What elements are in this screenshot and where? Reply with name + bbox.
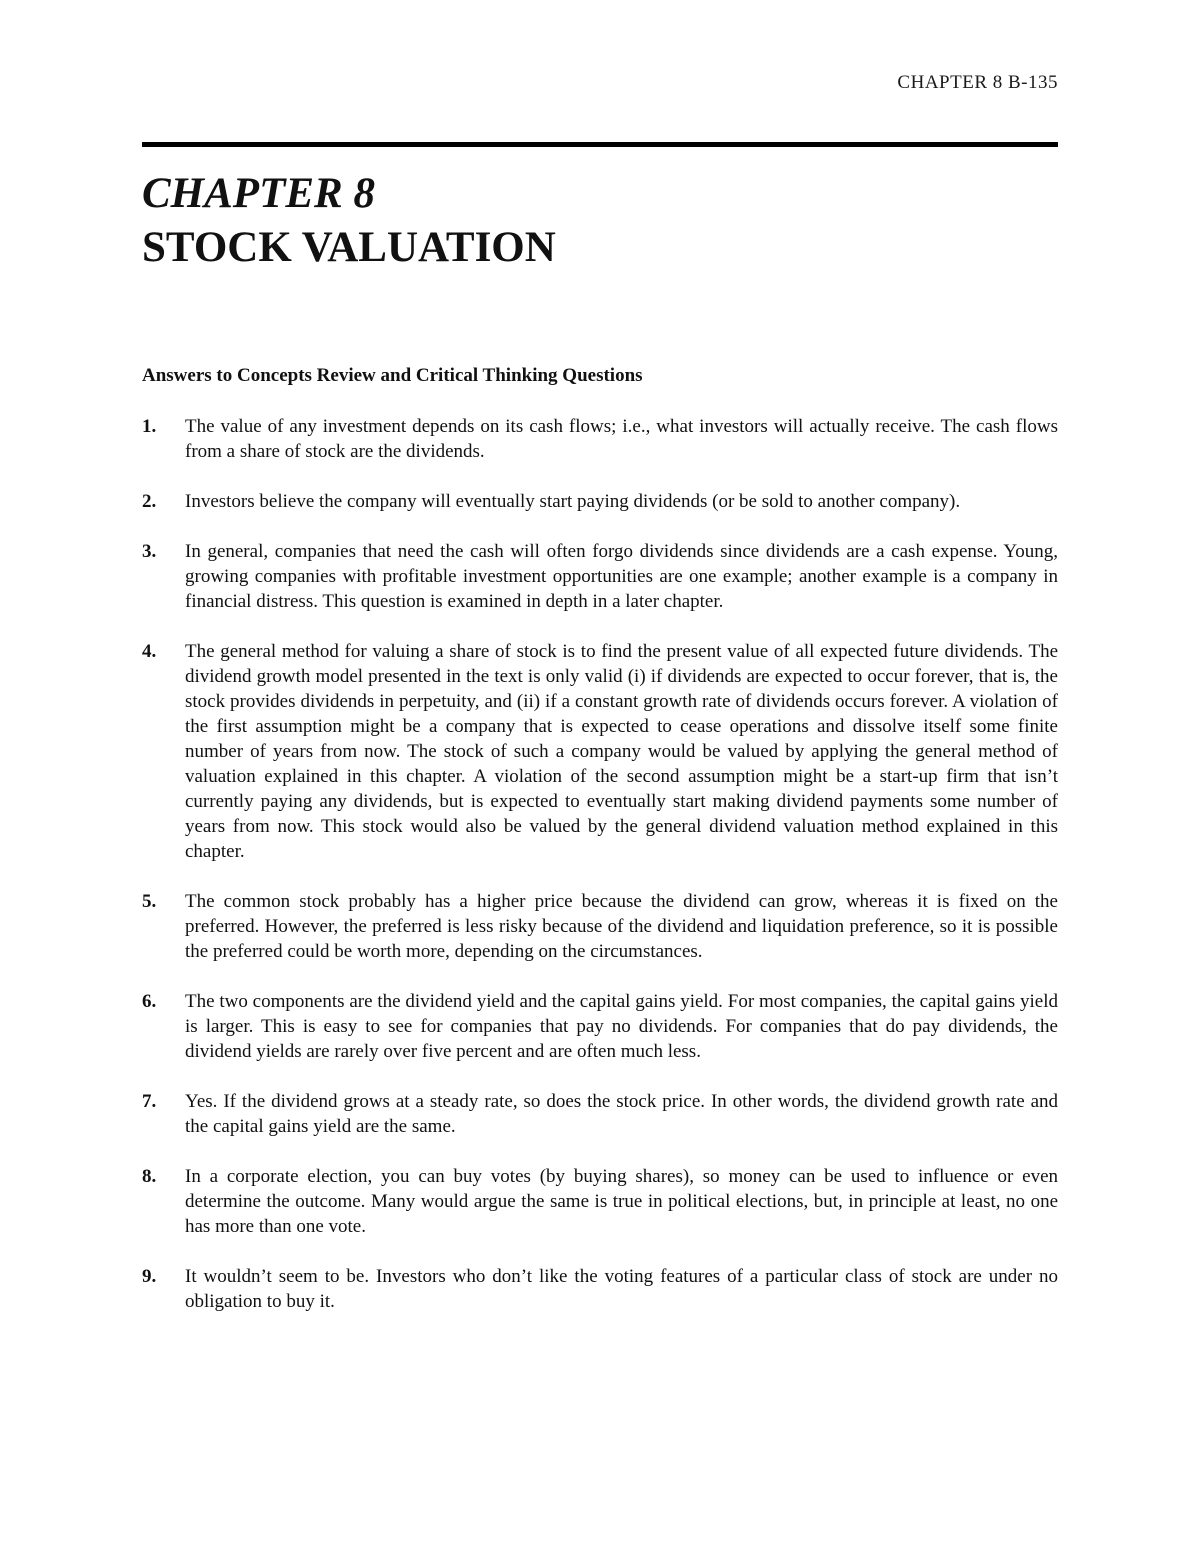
answer-text: The common stock probably has a higher price because the dividend can grow, whereas it is fixed on the preferred. However, the preferred is less risky because of the dividend and liquidation preference, so it is possible the preferred could be worth more, depending on the circumstances. (185, 891, 1058, 962)
answer-number: 1. (142, 416, 157, 437)
answers-list (142, 414, 1058, 1339)
answer-number: 9. (142, 1266, 157, 1287)
answer-text: In a corporate election, you can buy votes (by buying shares), so money can be used to influence or even determine the outcome. Many would argue the same is true in political elections, but, in principle at least, no one has more than one vote. (185, 1166, 1058, 1237)
answer-text: The general method for valuing a share of stock is to find the present value of all expected future dividends. The dividend growth model presented in the text is only valid (i) if dividends are expected to occur forever, that is, the stock provides dividends in perpetuity, and (ii) if a constant growth rate of dividends occurs forever. A violation of the first assumption might be a company that is expected to cease operations and dissolve itself some finite number of years from now. The stock of such a company would be valued by applying the general method of valuation explained in this chapter. A violation of the second assumption might be a start-up firm that isn’t currently paying any dividends, but is expected to eventually start making dividend payments some number of years from now. This stock would also be valued by the general dividend valuation method explained in this chapter. (185, 641, 1058, 862)
answer-item (142, 1264, 1058, 1314)
answer-text: In general, companies that need the cash will often forgo dividends since dividends are a cash expense. Young, growing companies with profitable investment opportunities are one example; another example is a company in financial distress. This question is examined in depth in a later chapter. (185, 541, 1058, 612)
answer-text: Investors believe the company will eventually start paying dividends (or be sold to another company). (185, 491, 961, 512)
answer-text: Yes. If the dividend grows at a steady rate, so does the stock price. In other words, the dividend growth rate and the capital gains yield are the same. (185, 1091, 1058, 1137)
answer-text: It wouldn’t seem to be. Investors who don’t like the voting features of a particular class of stock are under no obligation to buy it. (185, 1266, 1058, 1312)
answer-number: 6. (142, 991, 157, 1012)
answer-number: 8. (142, 1166, 157, 1187)
answer-text: The two components are the dividend yield and the capital gains yield. For most companies, the capital gains yield is larger. This is easy to see for companies that pay no dividends. For companies that do pay dividends, the dividend yields are rarely over five percent and are often much less. (185, 991, 1058, 1062)
answer-number: 7. (142, 1091, 157, 1112)
answer-item (142, 989, 1058, 1064)
answer-number: 3. (142, 541, 157, 562)
answer-item (142, 1089, 1058, 1139)
chapter-title: STOCK VALUATION (142, 224, 556, 271)
answer-item (142, 639, 1058, 864)
section-heading: Answers to Concepts Review and Critical Thinking Questions (142, 365, 643, 386)
running-head: CHAPTER 8 B-135 (897, 72, 1058, 93)
answer-item (142, 889, 1058, 964)
answer-number: 5. (142, 891, 157, 912)
answer-item (142, 414, 1058, 464)
chapter-number: CHAPTER 8 (142, 170, 375, 217)
answer-item (142, 489, 1058, 514)
answer-number: 4. (142, 641, 157, 662)
answer-item (142, 1164, 1058, 1239)
answer-text: The value of any investment depends on its cash flows; i.e., what investors will actually receive. The cash flows from a share of stock are the dividends. (185, 416, 1058, 462)
chapter-divider-rule (142, 142, 1058, 147)
answer-item (142, 539, 1058, 614)
answer-number: 2. (142, 491, 157, 512)
